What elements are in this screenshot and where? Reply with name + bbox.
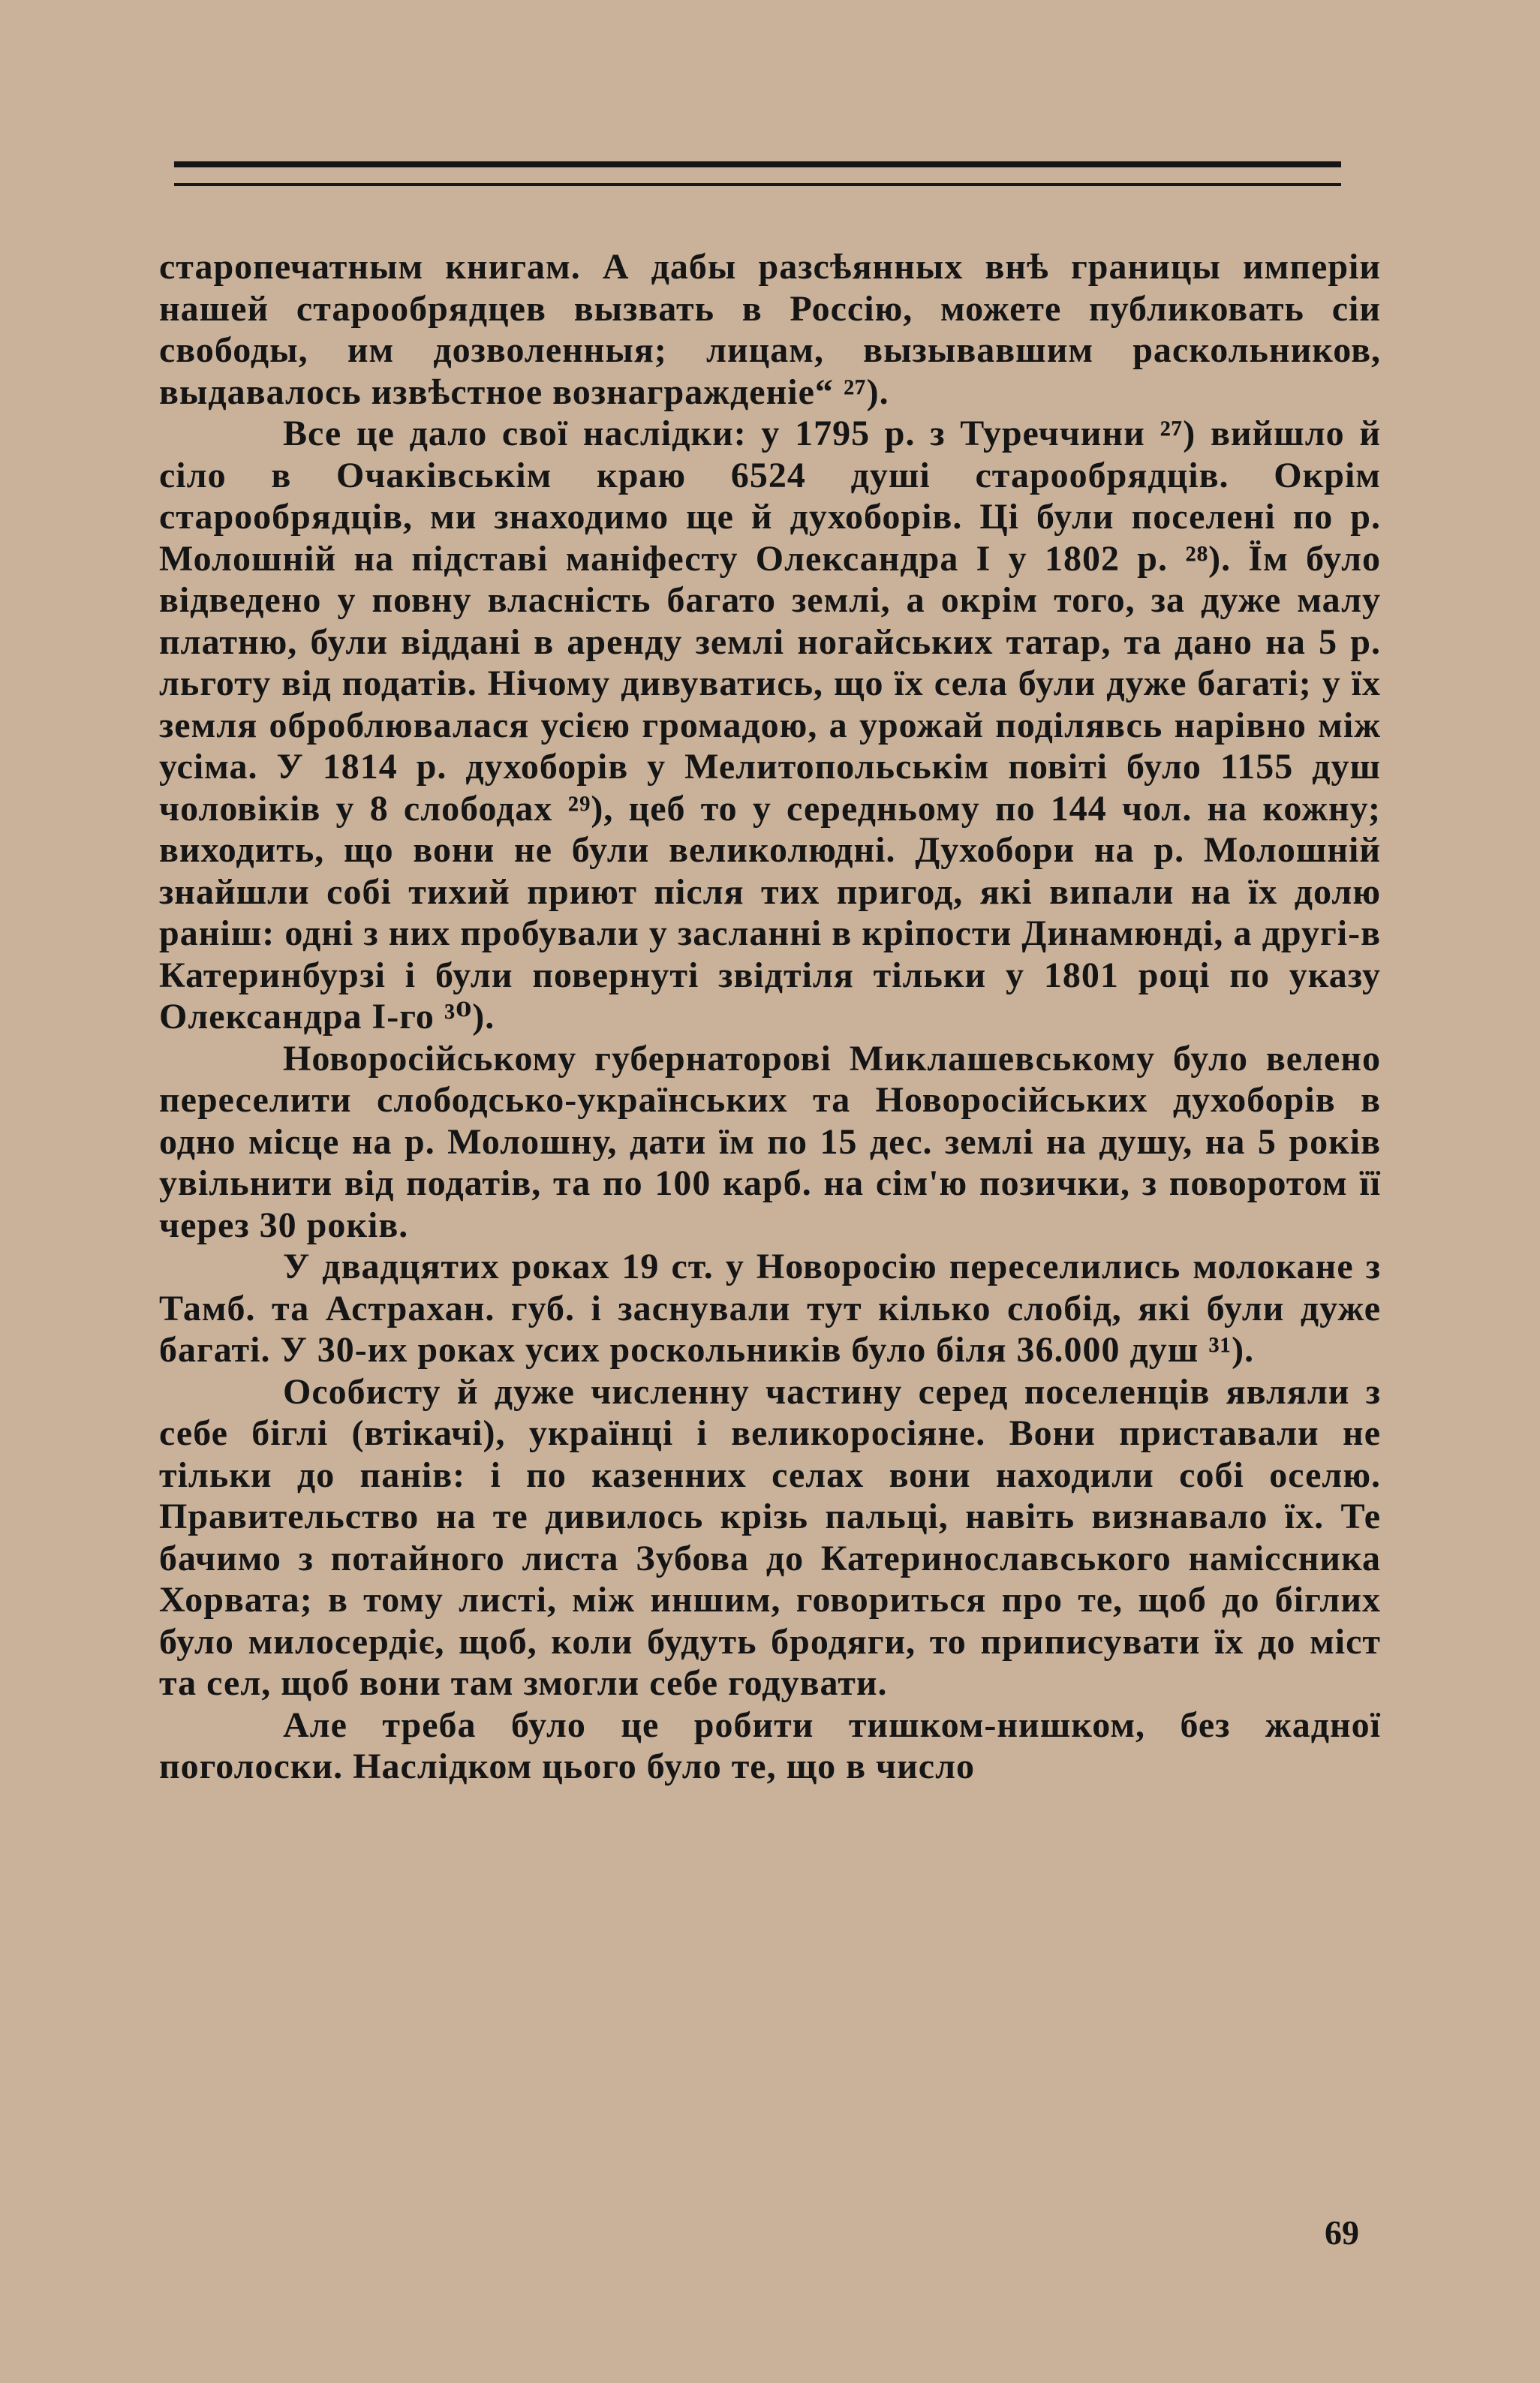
paragraph: Новоросійському губернаторові Миклашевському було велено переселити слободсько-українських та Новоросійських духоборів в одно місце на р. Молошну, дати їм по 15 дес. землі на душу, на 5 років увільнити від податів, та по 100 карб. на сім'ю позички, з поворотом її через 30 років. xyxy=(159,1038,1381,1245)
body-text xyxy=(159,246,1381,1788)
paragraph: Особисту й дуже численну частину серед поселенців являли з себе біглі (втікачі), українці і великоросіяне. Вони приставали не тільки до панів: і по казенних селах вони находили собі оселю. Правительство на те дивилось крізь пальці, навіть визнавало їх. Те бачимо з потайного листа Зубова до Катеринославського наміссника Хорвата; в тому листі, між иншим, говориться про те, щоб до біглих було милосердіє, щоб, коли будуть бродяги, то приписувати їх до міст та сел, щоб вони там змогли себе годувати. xyxy=(159,1371,1381,1703)
page-number: 69 xyxy=(1325,2213,1359,2252)
paragraph: Але треба було це робити тишком-нишком, без жадної поголоски. Наслідком цього було те, що в число xyxy=(159,1705,1381,1786)
header-rule-thick xyxy=(174,161,1341,167)
paragraph: старопечатным книгам. А дабы разсѣянных внѣ границы имперіи нашей старообрядцев вызвать в Россію, можете публиковать сіи свободы, им дозволенныя; лицам, вызывавшим раскольников, выдавалось извѣстное вознагражденіе“ ²⁷). xyxy=(159,247,1381,412)
paragraph: У двадцятих роках 19 ст. у Новоросію переселились молокане з Тамб. та Астрахан. губ. і заснували тут кілько слобід, які були дуже багаті. У 30-их роках усих роскольників було біля 36.000 душ ³¹). xyxy=(159,1247,1381,1370)
header-rule-thin xyxy=(174,183,1341,186)
paragraph: Все це дало свої наслідки: у 1795 р. з Туреччини ²⁷) вийшло й сіло в Очаківськім краю 6524 душі старообрядців. Окрім старообрядців, ми знаходимо ще й духоборів. Ці були поселені по р. Молошній на підставі маніфесту Олександра І у 1802 р. ²⁸). Їм було відведено у повну власність багато землі, а окрім того, за дуже малу платню, були віддані в аренду землі ногайських татар, та дано на 5 р. льготу від податів. Нічому дивуватись, що їх села були дуже багаті; у їх земля оброблювалася усією громадою, а урожай поділявсь нарівно між усіма. У 1814 р. духоборів у Мелитопольськім повіті було 1155 душ чоловіків у 8 слободах ²⁹), цеб то у середньому по 144 чол. на кожну; виходить, що вони не були великолюдні. Духобори на р. Молошній знайшли собі тихий приют після тих пригод, які випали на їх долю раніш: одні з них пробували у засланні в кріпости Динамюнді, а другі-в Катеринбурзі і були повернуті звідтіля тільки у 1801 році по указу Олександра І-го ³⁰). xyxy=(159,414,1381,1037)
